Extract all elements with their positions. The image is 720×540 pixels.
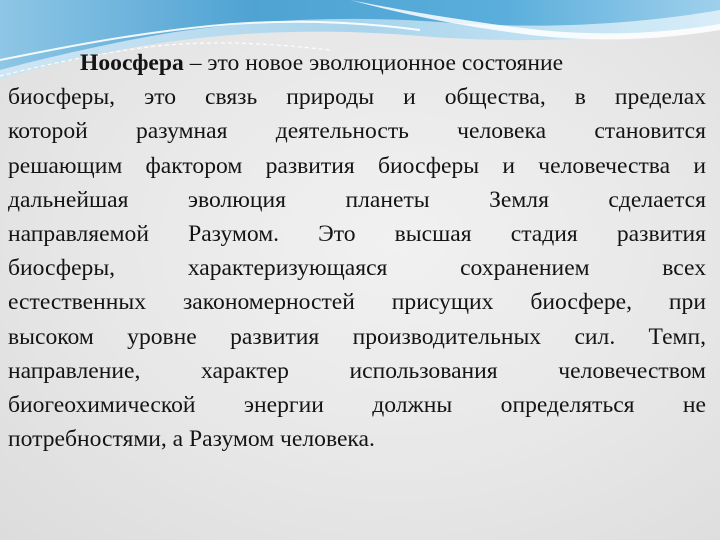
paragraph-line-4: решающим фактором развития биосферы и человечества и xyxy=(8,152,706,179)
paragraph-line-6: направляемой Разумом. Это высшая стадия развития xyxy=(8,220,706,247)
definition-paragraph xyxy=(8,46,706,456)
paragraph-line-1 xyxy=(8,46,706,80)
paragraph-line-12: потребностями, а Разумом человека. xyxy=(8,426,375,453)
paragraph-line-7: биосферы, характеризующаяся сохранением всех xyxy=(8,255,706,282)
paragraph-line-1-text: – это новое эволюционное состояние xyxy=(183,50,564,76)
paragraph-line-10: направление, характер использования человечеством xyxy=(8,357,706,384)
paragraph-line-2: биосферы, это связь природы и общества, в пределах xyxy=(8,84,706,111)
term-noosphere: Ноосфера xyxy=(80,50,184,76)
paragraph-line-9: высоком уровне развития производительных сил. Темп, xyxy=(8,323,706,350)
paragraph-line-8: естественных закономерностей присущих биосфере, при xyxy=(8,289,706,316)
paragraph-line-11: биогеохимической энергии должны определяться не xyxy=(8,391,706,418)
paragraph-line-3: которой разумная деятельность человека становится xyxy=(8,118,706,145)
paragraph-line-5: дальнейшая эволюция планеты Земля сделается xyxy=(8,186,706,213)
